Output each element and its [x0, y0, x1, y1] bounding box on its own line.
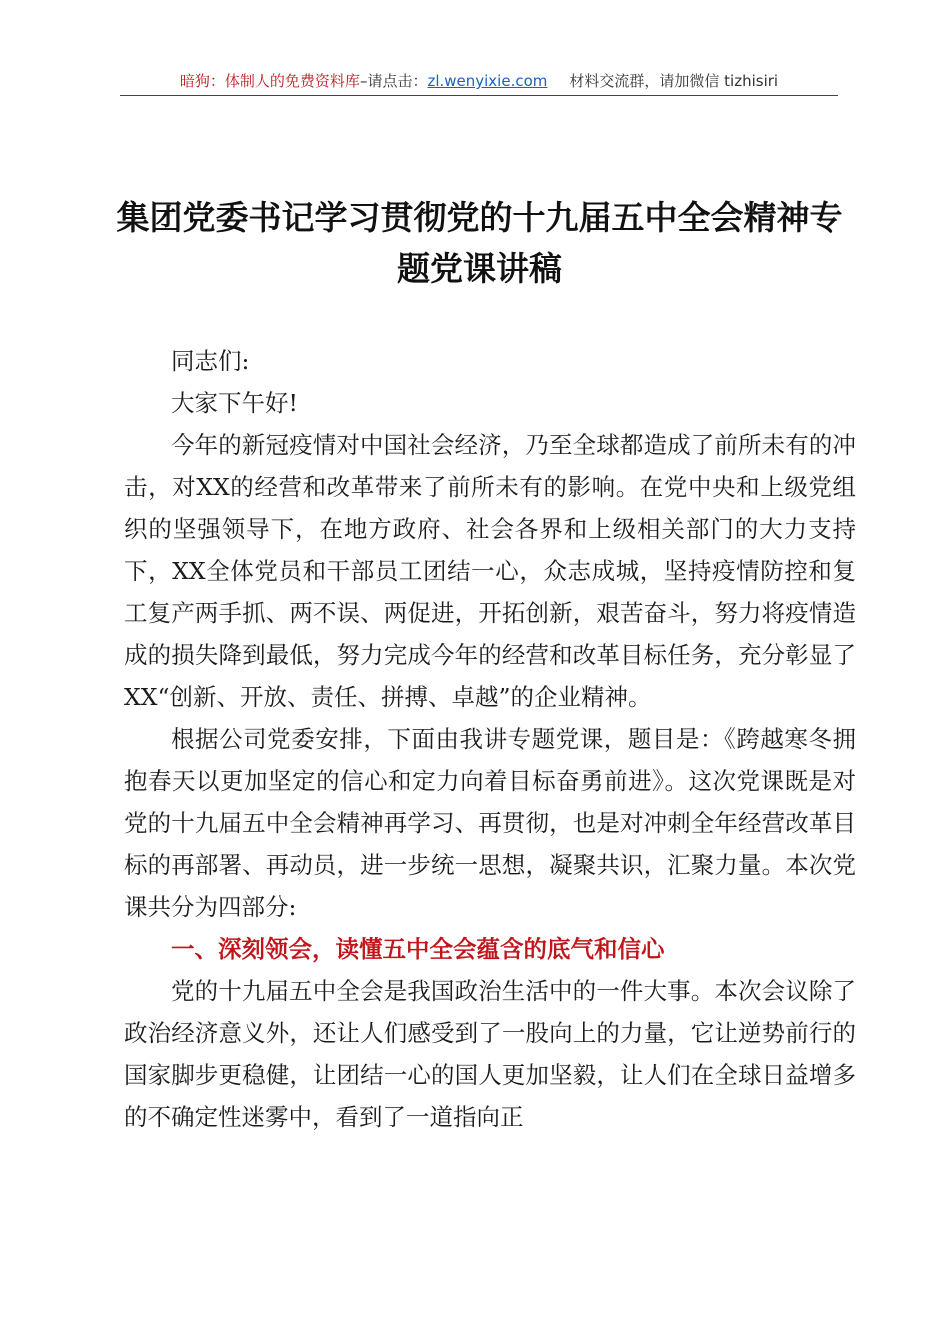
paragraph-3: 党的十九届五中全会是我国政治生活中的一件大事。本次会议除了政治经济意义外，还让人们感受到了一股向上的力量，它让逆势前行的国家脚步更稳健，让团结一心的国人更加坚毅，让人们在全球日益增多的不确定性迷雾中，看到了一道指向正 — [124, 977, 856, 1131]
section-1-heading: 一、深刻领会，读懂五中全会蕴含的底气和信心 — [171, 935, 665, 963]
greeting: 同志们: — [171, 347, 250, 375]
header-brand: 暗狗：体制人的免费资料库 — [179, 72, 360, 90]
document-title: 集团党委书记学习贯彻党的十九届五中全会精神专题党课讲稿 — [116, 198, 843, 288]
paragraph-2: 根据公司党委安排，下面由我讲专题党课，题目是：《跨越寒冬拥抱春天以更加坚定的信心和定力向着目标奋勇前进》。这次党课既是对党的十九届五中全会精神再学习、再贯彻，也是对冲刺全年经营改革目标的再部署、再动员，进一步统一思想，凝聚共识，汇聚力量。本次党课共分为四部分: — [124, 725, 856, 921]
header-click-prefix: –请点击： — [359, 72, 428, 90]
header-url-link[interactable]: zl.wenyixie.com — [427, 72, 548, 90]
page-header — [120, 68, 838, 94]
salutation: 大家下午好! — [171, 389, 298, 417]
paragraph-1: 今年的新冠疫情对中国社会经济，乃至全球都造成了前所未有的冲击，对XX的经营和改革带来了前所未有的影响。在党中央和上级党组织的坚强领导下，在地方政府、社会各界和上级相关部门的大力支持下，XX全体党员和干部员工团结一心，众志成城，坚持疫情防控和复工复产两手抓、两不误、两促进，开拓创新，艰苦奋斗，努力将疫情造成的损失降到最低，努力完成今年的经营和改革目标任务，充分彰显了XX“创新、开放、责任、拼搏、卓越”的企业精神。 — [124, 431, 856, 711]
header-divider — [120, 95, 838, 96]
document-body — [124, 340, 856, 1138]
header-contact: 材料交流群，请加微信 tizhisiri — [569, 72, 779, 90]
